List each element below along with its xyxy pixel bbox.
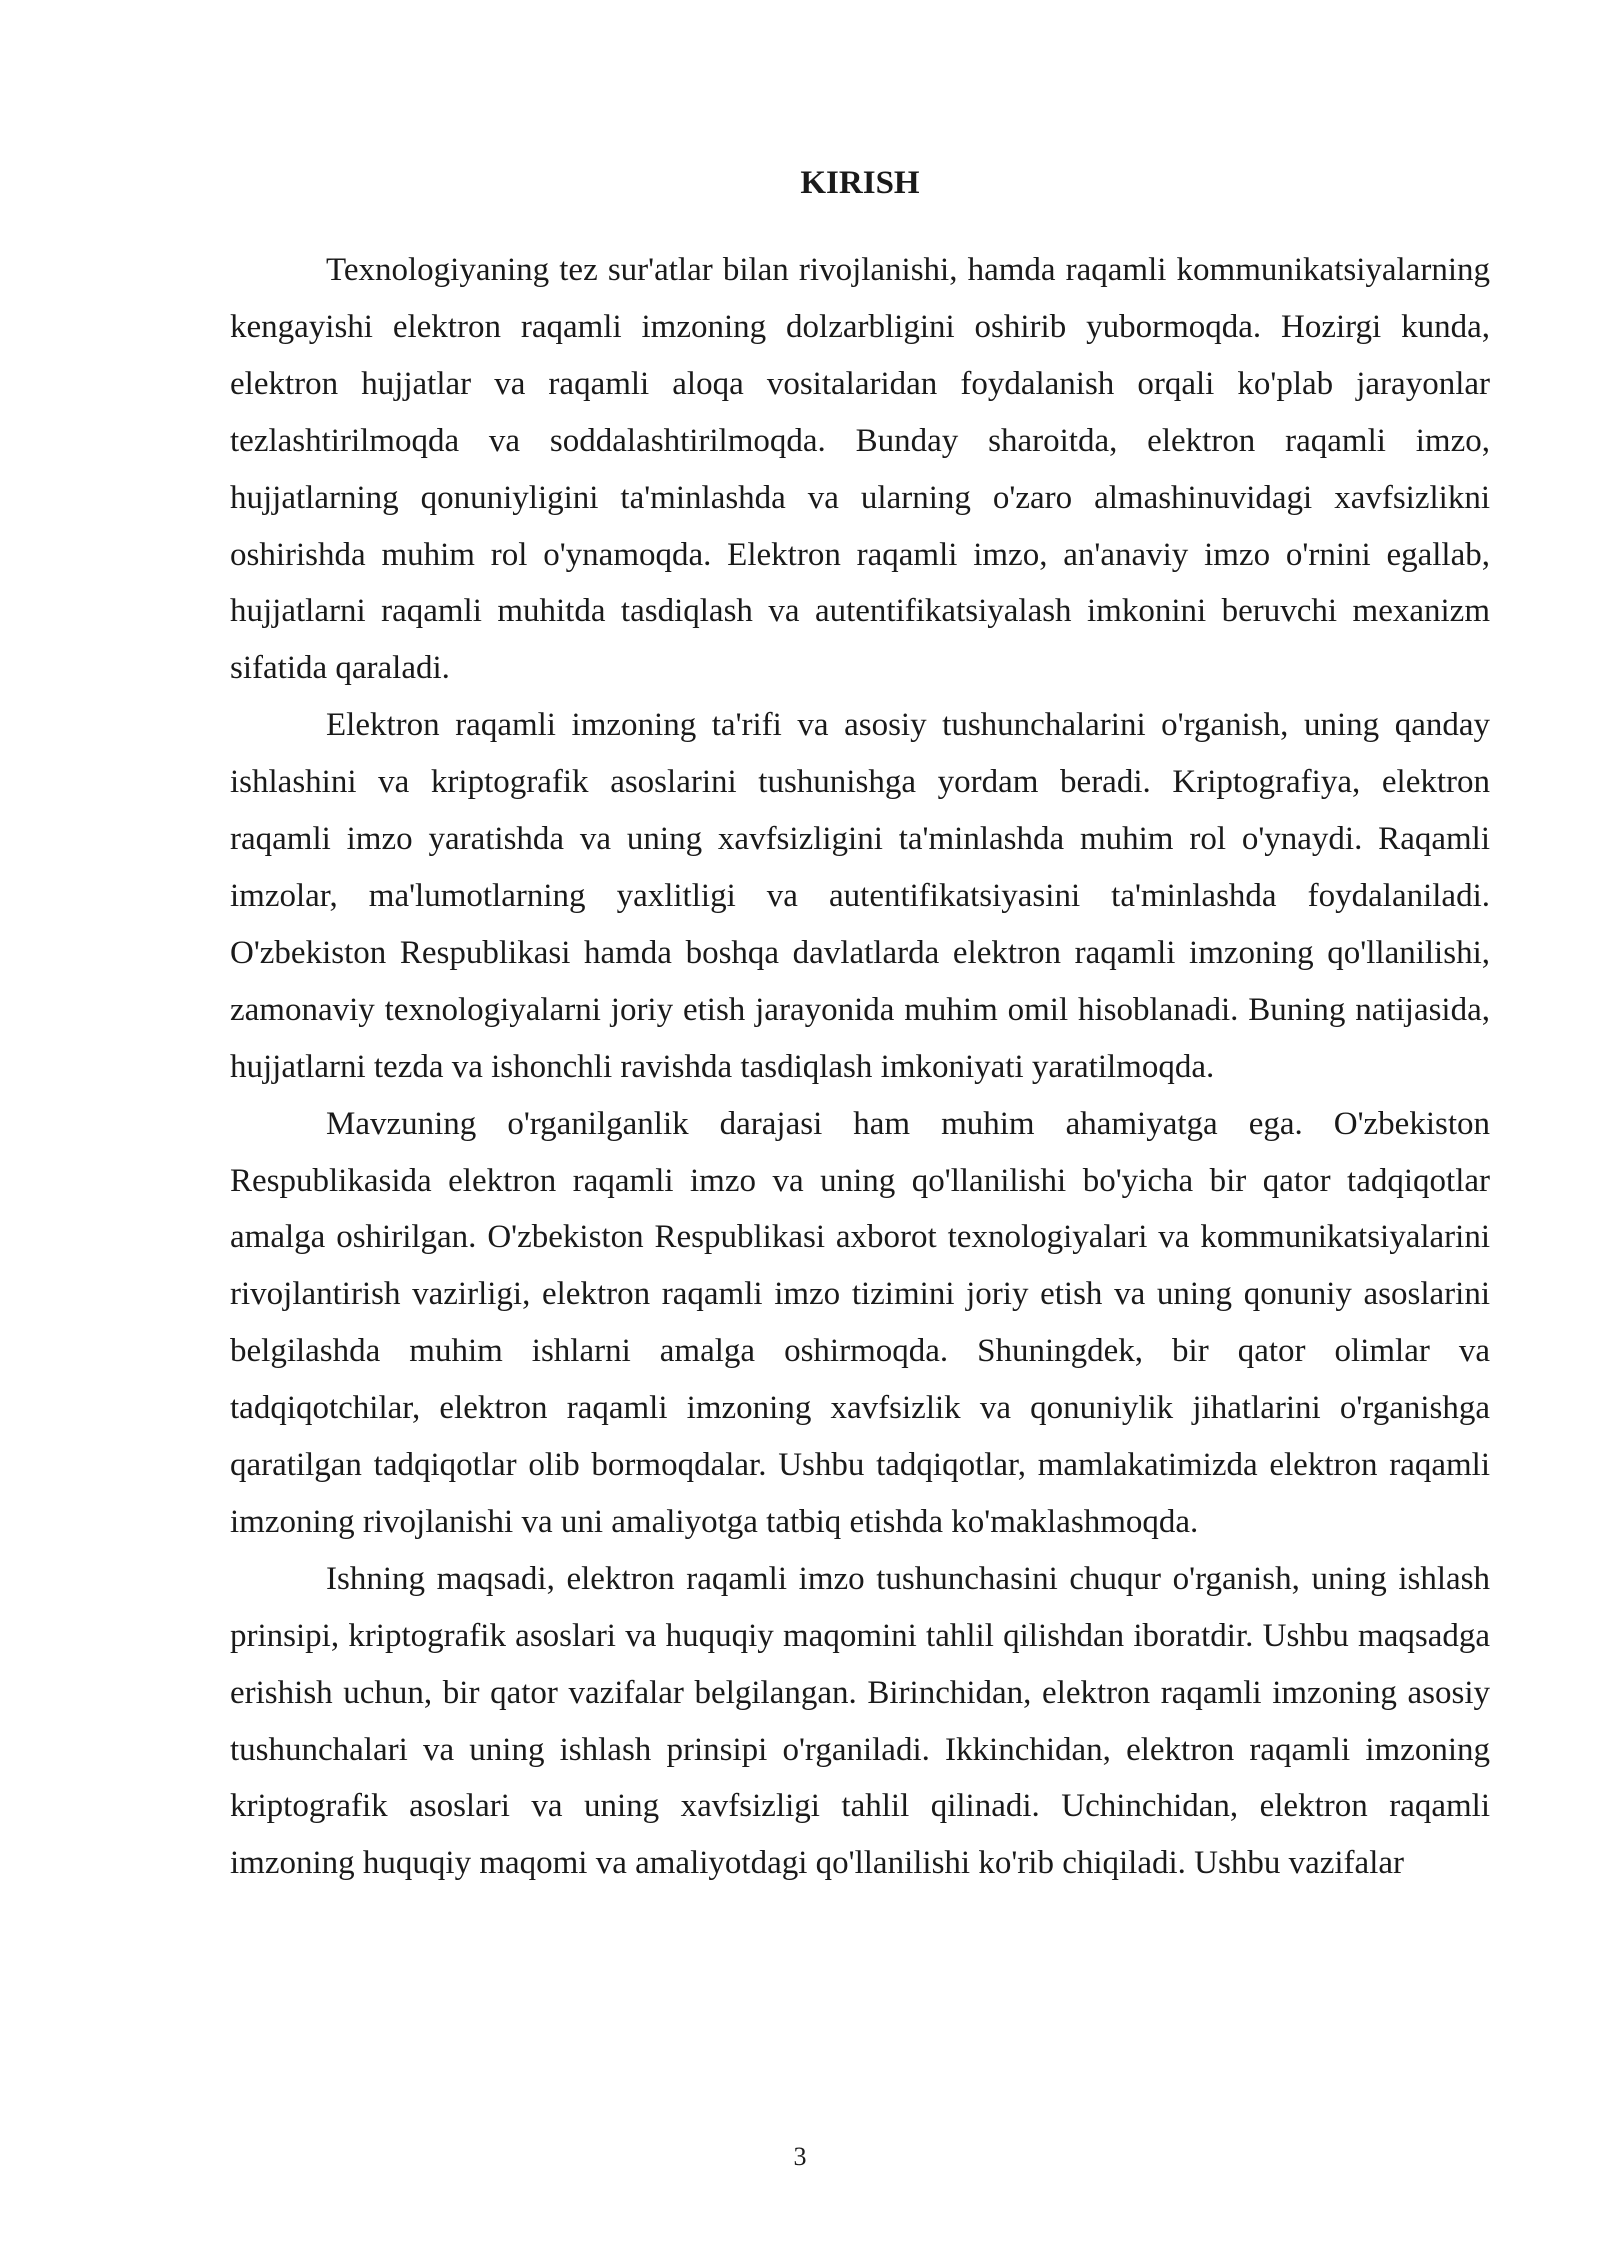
page-number: 3	[793, 2142, 807, 2171]
paragraph-3: Mavzuning o'rganilganlik darajasi ham muhim ahamiyatga ega. O'zbekiston Respublikasida elektron raqamli imzo va uning qo'llanilishi bo'yicha bir qator tadqiqotlar amalga oshirilgan. O'zbekiston Respublikasi axborot texnologiyalari va kommunikatsiyalarini rivojlantirish vazirligi, elektron raqamli imzo tizimini joriy etish va uning qonuniy asoslarini belgilashda muhim ishlarni amalga oshirmoqda. Shuningdek, bir qator olimlar va tadqiqotchilar, elektron raqamli imzoning xavfsizlik va qonuniylik jihatlarini o'rganishga qaratilgan tadqiqotlar olib bormoqdalar. Ushbu tadqiqotlar, mamlakatimizda elektron raqamli imzoning rivojlanishi va uni amaliyotga tatbiq etishda ko'maklashmoqda.	[230, 1105, 1490, 1540]
paragraph-4: Ishning maqsadi, elektron raqamli imzo tushunchasini chuqur o'rganish, uning ishlash prinsipi, kriptografik asoslari va huquqiy maqomini tahlil qilishdan iboratdir. Ushbu maqsadga erishish uchun, bir qator vazifalar belgilangan. Birinchidan, elektron raqamli imzoning asosiy tushunchalari va uning ishlash prinsipi o'rganiladi. Ikkinchidan, elektron raqamli imzoning kriptografik asoslari va uning xavfsizligi tahlil qilinadi. Uchinchidan, elektron raqamli imzoning huquqiy maqomi va amaliyotdagi qo'llanilishi ko'rib chiqiladi. Ushbu vazifalar	[230, 1560, 1490, 1882]
paragraph-1: Texnologiyaning tez sur'atlar bilan rivojlanishi, hamda raqamli kommunikatsiyalarning kengayishi elektron raqamli imzoning dolzarbligini oshirib yubormoqda. Hozirgi kunda, elektron hujjatlar va raqamli aloqa vositalaridan foydalanish orqali ko'plab jarayonlar tezlashtirilmoqda va soddalashtirilmoqda. Bunday sharoitda, elektron raqamli imzo, hujjatlarning qonuniyligini ta'minlashda va ularning o'zaro almashinuvidagi xavfsizlikni oshirishda muhim rol o'ynamoqda. Elektron raqamli imzo, an'anaviy imzo o'rnini egallab, hujjatlarni raqamli muhitda tasdiqlash va autentifikatsiyalash imkonini beruvchi mexanizm sifatida qaraladi.	[230, 252, 1490, 687]
page-title: KIRISH	[800, 165, 920, 201]
paragraph-2: Elektron raqamli imzoning ta'rifi va asosiy tushunchalarini o'rganish, uning qanday ishlashini va kriptografik asoslarini tushunishga yordam beradi. Kriptografiya, elektron raqamli imzo yaratishda va uning xavfsizligini ta'minlashda muhim rol o'ynaydi. Raqamli imzolar, ma'lumotlarning yaxlitligi va autentifikatsiyasini ta'minlashda foydalaniladi. O'zbekiston Respublikasi hamda boshqa davlatlarda elektron raqamli imzoning qo'llanilishi, zamonaviy texnologiyalarni joriy etish jarayonida muhim omil hisoblanadi. Buning natijasida, hujjatlarni tezda va ishonchli ravishda tasdiqlash imkoniyati yaratilmoqda.	[230, 707, 1490, 1085]
page-content	[230, 150, 1490, 1892]
